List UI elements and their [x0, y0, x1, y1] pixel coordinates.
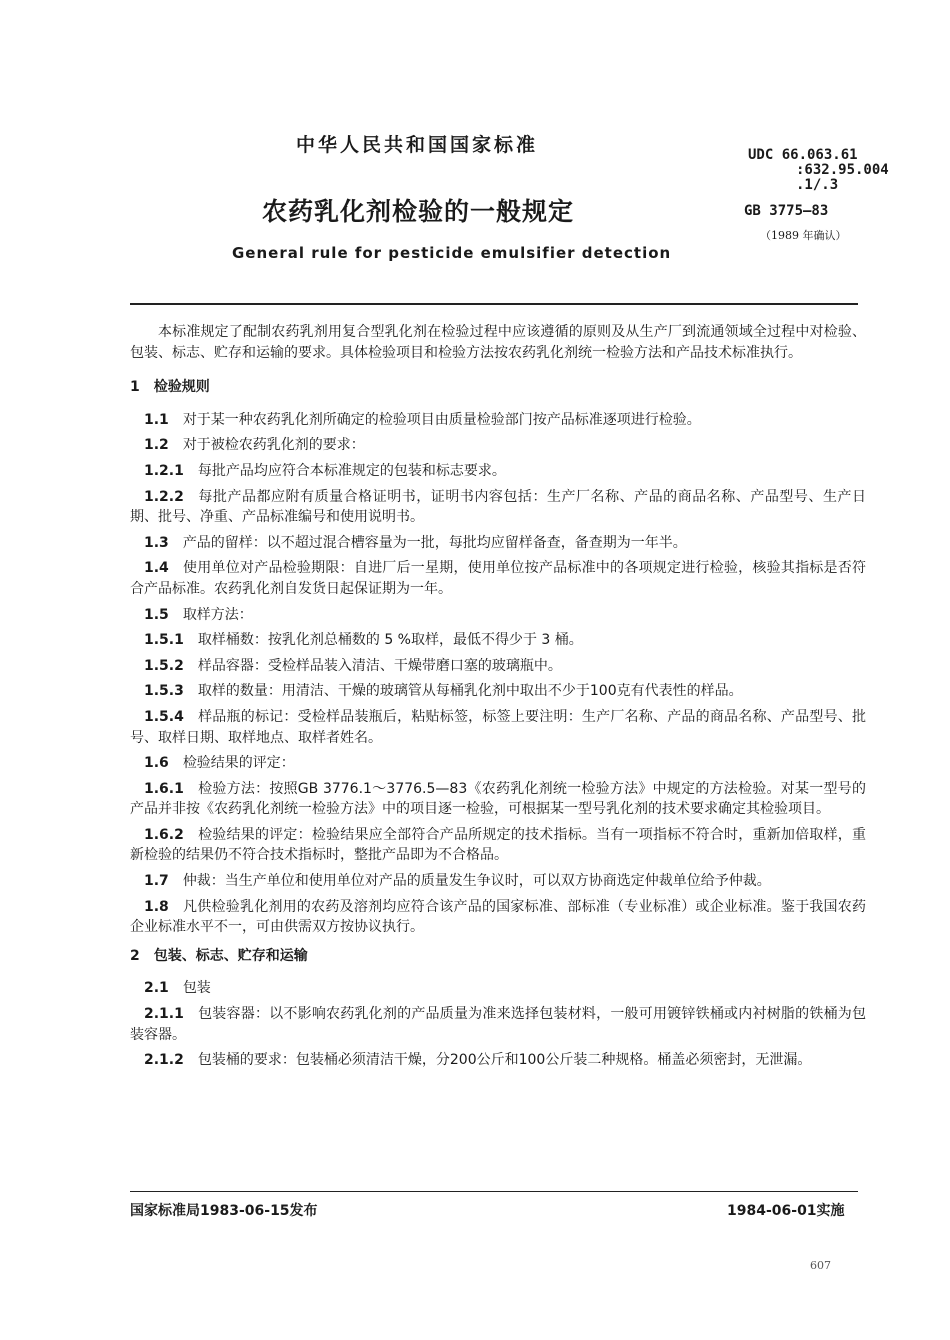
clause-number: 1.1	[144, 411, 169, 428]
clause-paragraph	[130, 1004, 866, 1045]
effective-date: 1984-06-01实施	[727, 1203, 845, 1219]
udc-line: :632.95.004	[796, 162, 889, 178]
clause-text: 产品的留样：以不超过混合槽容量为一批，每批均应留样备查，备查期为一年半。	[182, 534, 687, 551]
clause-text: 凡供检验乳化剂用的农药及溶剂均应符合该产品的国家标准、部标准（专业标准）或企业标准。鉴于我国农药企业标准水平不一，可由供需双方按协议执行。	[130, 898, 866, 936]
clause-text: 样品容器：受检样品装入清洁、干燥带磨口塞的玻璃瓶中。	[197, 657, 562, 674]
clause-number: 1.4	[144, 560, 169, 577]
clause-paragraph	[130, 487, 866, 528]
clause-text: 每批产品均应符合本标准规定的包装和标志要求。	[197, 462, 506, 479]
clause-text: 检验结果的评定：	[182, 755, 295, 772]
standard-name: 中华人民共和国国家标准	[296, 134, 539, 156]
clause-paragraph	[130, 825, 866, 866]
document-title-en: General rule for pesticide emulsifier detection	[232, 244, 672, 262]
clause-text: 对于被检农药乳化剂的要求：	[182, 437, 365, 454]
clause-text: 检验方法：按照GB 3776.1～3776.5—83《农药乳化剂统一检验方法》中规定的方法检验。对某一型号的产品并非按《农药乳化剂统一检验方法》中的项目逐一检验，可根据某一型号乳化剂的技术要求确定其检验项目。	[130, 780, 866, 818]
clause-text: 取样桶数：按乳化剂总桶数的 5 %取样，最低不得少于 3 桶。	[197, 632, 583, 649]
clause-paragraph	[130, 533, 866, 554]
clause-paragraph	[130, 435, 866, 456]
clause-text: 样品瓶的标记：受检样品装瓶后，粘贴标签，标签上要注明：生产厂名称、产品的商品名称、产品型号、批号、取样日期、取样地点、取样者姓名。	[130, 708, 866, 746]
clause-paragraph	[130, 410, 866, 431]
intro-paragraph: 本标准规定了配制农药乳剂用复合型乳化剂在检验过程中应该遵循的原则及从生产厂到流通领域全过程中对检验、包装、标志、贮存和运输的要求。具体检验项目和检验方法按农药乳化剂统一检验方法和产品技术标准执行。	[130, 324, 866, 361]
clause-text: 包装	[182, 980, 211, 997]
section-1-clauses	[130, 410, 866, 938]
clause-number: 1.6.2	[144, 826, 184, 843]
clause-number: 1.5.2	[144, 657, 184, 674]
clause-number: 1.3	[144, 534, 169, 551]
page-number: 607	[810, 1259, 831, 1272]
clause-number: 1.6.1	[144, 780, 184, 797]
clause-text: 每批产品都应附有质量合格证明书，证明书内容包括：生产厂名称、产品的商品名称、产品型号、生产日期、批号、净重、产品标准编号和使用说明书。	[130, 488, 866, 526]
clause-paragraph	[130, 707, 866, 748]
gb-number: GB 3775—83	[744, 203, 829, 219]
section-2-clauses	[130, 978, 866, 1070]
clause-number: 1.2.1	[144, 462, 184, 479]
footer-divider	[130, 1191, 858, 1192]
clause-paragraph	[130, 753, 866, 774]
clause-paragraph	[130, 897, 866, 938]
clause-paragraph	[130, 871, 866, 892]
clause-paragraph	[130, 681, 866, 702]
clause-paragraph	[130, 978, 866, 999]
document-body	[130, 322, 866, 1076]
document-title-zh: 农药乳化剂检验的一般规定	[262, 197, 575, 226]
clause-number: 2.1.1	[144, 1006, 184, 1023]
udc-line: UDC 66.063.61	[748, 147, 858, 163]
clause-paragraph	[130, 779, 866, 820]
issue-info: 国家标准局1983-06-15发布	[130, 1203, 318, 1219]
clause-paragraph	[130, 1050, 866, 1071]
clause-text: 包装桶的要求：包装桶必须清洁干燥，分200公斤和100公斤装二种规格。桶盖必须密封，无泄漏。	[197, 1052, 812, 1069]
clause-number: 1.5.1	[144, 632, 184, 649]
clause-text: 取样的数量：用清洁、干燥的玻璃管从每桶乳化剂中取出不少于100克有代表性的样品。	[197, 683, 743, 700]
clause-number: 1.5.4	[144, 708, 184, 725]
clause-number: 1.5.3	[144, 683, 184, 700]
clause-number: 2.1	[144, 980, 169, 997]
section-heading: 1 检验规则	[130, 379, 210, 396]
clause-number: 1.2.2	[144, 488, 184, 505]
clause-text: 仲裁：当生产单位和使用单位对产品的质量发生争议时，可以双方协商选定仲裁单位给予仲裁。	[182, 873, 771, 890]
section-heading: 2 包装、标志、贮存和运输	[130, 947, 308, 964]
clause-text: 包装容器：以不影响农药乳化剂的产品质量为准来选择包装材料，一般可用镀锌铁桶或内衬树脂的铁桶为包装容器。	[130, 1006, 866, 1043]
clause-number: 1.5	[144, 606, 169, 623]
clause-text: 使用单位对产品检验期限：自进厂后一星期，使用单位按产品标准中的各项规定进行检验，核验其指标是否符合产品标准。农药乳化剂自发货日起保证期为一年。	[130, 560, 866, 597]
header-divider	[130, 303, 858, 305]
clause-text: 对于某一种农药乳化剂所确定的检验项目由质量检验部门按产品标准逐项进行检验。	[182, 411, 701, 428]
clause-paragraph	[130, 558, 866, 599]
confirmation-note: （1989 年确认）	[760, 229, 847, 242]
clause-text: 取样方法：	[182, 606, 253, 623]
clause-paragraph	[130, 605, 866, 626]
udc-line: .1/.3	[796, 177, 839, 193]
clause-number: 1.6	[144, 755, 169, 772]
clause-paragraph	[130, 656, 866, 677]
clause-paragraph	[130, 461, 866, 482]
udc-code	[748, 148, 889, 193]
clause-number: 1.7	[144, 873, 169, 890]
clause-paragraph	[130, 630, 866, 651]
clause-text: 检验结果的评定：检验结果应全部符合产品所规定的技术指标。当有一项指标不符合时，重新加倍取样，重新检验的结果仍不符合技术指标时，整批产品即为不合格品。	[130, 826, 866, 864]
clause-number: 2.1.2	[144, 1052, 184, 1069]
clause-number: 1.2	[144, 437, 169, 454]
clause-number: 1.8	[144, 898, 169, 915]
